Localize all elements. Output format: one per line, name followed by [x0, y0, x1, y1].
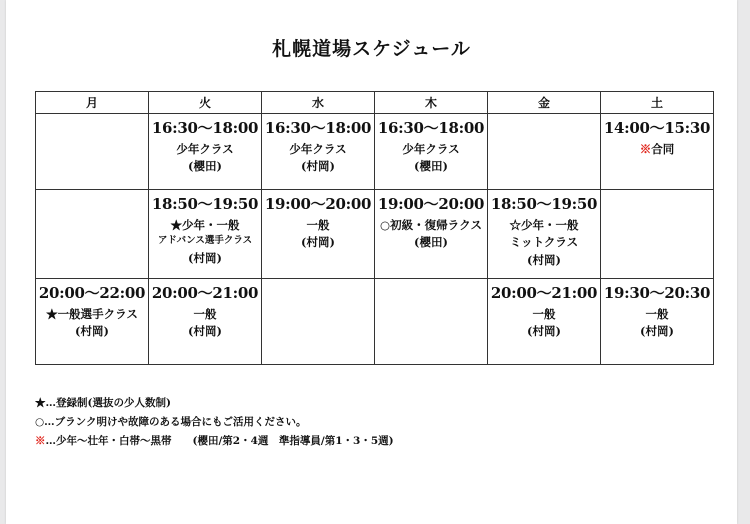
class-time: 20:00～22:00 [38, 284, 146, 302]
class-time: 19:00～20:00 [264, 195, 372, 213]
instructor: (村岡) [75, 324, 109, 339]
schedule-sheet [6, 0, 737, 524]
instructor: (村岡) [301, 159, 335, 174]
class-name: 一般 [645, 306, 669, 321]
instructor: (櫻田) [414, 235, 448, 250]
schedule-cell-empty [488, 114, 601, 190]
day-header-row [36, 92, 714, 114]
class-time: 19:00～20:00 [377, 195, 485, 213]
schedule-cell [149, 190, 262, 279]
schedule-table [35, 91, 714, 365]
day-header-tue: 火 [149, 92, 262, 114]
class-time: 18:50～19:50 [490, 195, 598, 213]
class-time: 18:50～19:50 [151, 195, 259, 213]
schedule-cell [262, 114, 375, 190]
schedule-cell-empty [375, 279, 488, 365]
note-star: ★…登録制(選抜の少人数制) [35, 397, 171, 409]
instructor: (村岡) [301, 235, 335, 250]
instructor: (村岡) [188, 251, 222, 265]
instructor: (櫻田) [414, 159, 448, 174]
class-name-joint [601, 142, 713, 156]
day-header-wed: 水 [262, 92, 375, 114]
class-name: 一般 [193, 306, 217, 321]
schedule-cell [36, 279, 149, 365]
schedule-cell-empty [36, 190, 149, 279]
class-name: 少年クラス [289, 141, 347, 156]
class-time: 19:30～20:30 [603, 284, 711, 302]
schedule-row [36, 190, 714, 279]
class-name: ○初級・復帰ラクス [380, 217, 482, 232]
day-header-sat: 土 [601, 92, 714, 114]
day-header-mon: 月 [36, 92, 149, 114]
schedule-cell [488, 279, 601, 365]
day-header-fri: 金 [488, 92, 601, 114]
schedule-cell [601, 114, 714, 190]
schedule-cell [488, 190, 601, 279]
instructor: (村岡) [527, 252, 561, 267]
schedule-row [36, 114, 714, 190]
instructor: (村岡) [188, 324, 222, 339]
kome-mark: ※ [35, 435, 46, 447]
class-name: ☆少年・一般 [509, 217, 579, 232]
kome-mark: ※ [639, 141, 652, 156]
instructor: (村岡) [640, 324, 674, 339]
schedule-cell [262, 190, 375, 279]
schedule-cell [375, 190, 488, 279]
class-subtitle: アドバンス選手クラス [157, 235, 253, 247]
note-circle: ○…ブランク明けや故障のある場合にもご活用ください。 [35, 416, 307, 428]
class-name: 一般 [306, 217, 330, 232]
class-time: 14:00～15:30 [603, 119, 711, 137]
day-header-thu: 木 [375, 92, 488, 114]
schedule-cell [149, 114, 262, 190]
legend-notes [35, 394, 394, 451]
schedule-cell [375, 114, 488, 190]
schedule-cell-empty [601, 190, 714, 279]
instructor: (櫻田) [188, 159, 222, 174]
class-name: 少年クラス [176, 141, 234, 156]
note-kome [35, 432, 394, 451]
class-time: 16:30～18:00 [264, 119, 372, 137]
class-name: 一般 [532, 306, 556, 321]
schedule-cell [149, 279, 262, 365]
schedule-cell [601, 279, 714, 365]
class-name: ★一般選手クラス [46, 306, 138, 321]
class-subtitle: ミットクラス [509, 235, 579, 250]
instructor: (村岡) [527, 324, 561, 339]
class-name: ★少年・一般 [170, 217, 240, 232]
class-time: 16:30～18:00 [377, 119, 485, 137]
page-title: 札幌道場スケジュール [272, 38, 471, 60]
class-name: 少年クラス [402, 141, 460, 156]
schedule-row [36, 279, 714, 365]
note-kome-text: …少年～壮年・白帯～黒帯 (櫻田/第2・4週 準指導員/第1・3・5週) [45, 435, 394, 447]
schedule-cell-empty [262, 279, 375, 365]
class-time: 20:00～21:00 [151, 284, 259, 302]
schedule-cell-empty [36, 114, 149, 190]
class-time: 20:00～21:00 [490, 284, 598, 302]
class-name: 合同 [651, 141, 675, 156]
class-time: 16:30～18:00 [151, 119, 259, 137]
